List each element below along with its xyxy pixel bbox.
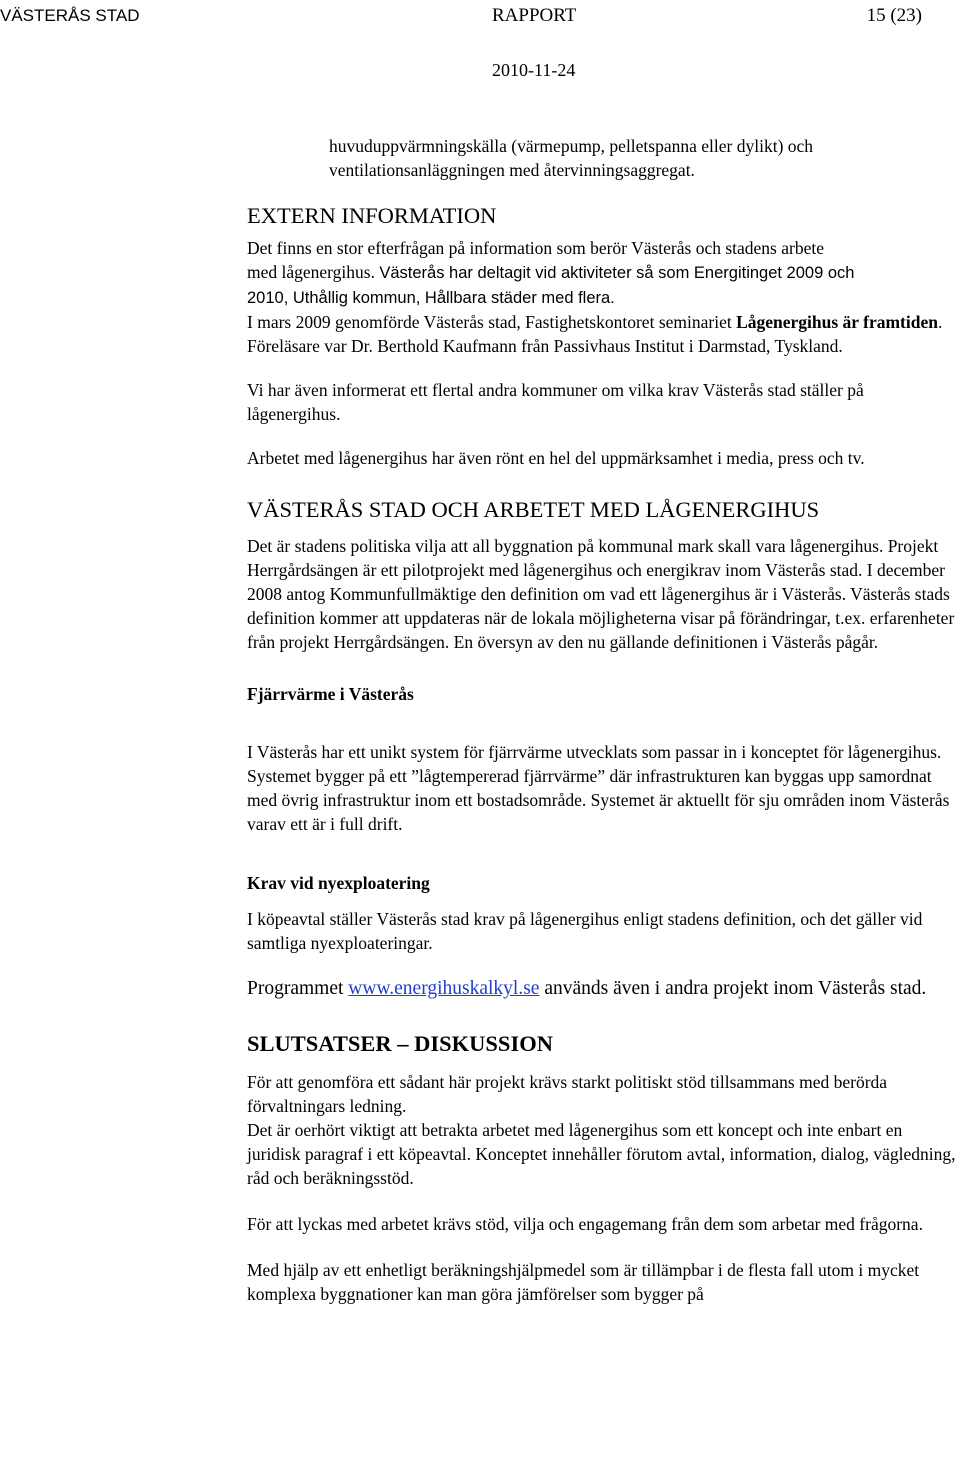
fjarrvarme-paragraph-1: I Västerås har ett unikt system för fjärrvärme utvecklats som passar in i konceptet för lågenergihus. Systemet bygger på ett ”lågtempererad fjärrvärme” där infrastrukturen kan byggas upp samordnat med övrig infrastruktur inom ett bostadsområde. Systemet är aktuellt för sju områden inom Västerås varav ett är i full drift. [247, 742, 950, 834]
document-body [247, 134, 959, 1306]
stad-paragraph-1: Det är stadens politiska vilja att all byggnation på kommunal mark skall vara lågenergihus. Projekt Herrgårdsängen är ett pilotprojekt med lågenergihus och energikrav inom Västerås stad. I december 2008 antog Kommunfullmäktige den definition om vad ett lågenergihus är i Västerås. Västerås stads definition kommer att uppdateras när de lokala möjligheterna visar på förändringar, t.ex. erfarenheter från projekt Herrgårdsängen. En översyn av den nu gällande definitionen i Västerås pågår. [247, 536, 955, 652]
slutsatser-paragraph-1: För att genomföra ett sådant här projekt krävs starkt politiskt stöd tillsammans med berörda förvaltningars ledning. [247, 1072, 888, 1116]
krav-p2-text-a: Programmet [247, 978, 349, 999]
page-number: 15 (23) [866, 5, 922, 26]
extern-information-section [247, 236, 959, 470]
document-type: RAPPORT [492, 5, 577, 26]
extern-paragraph-3: Vi har även informerat ett flertal andra kommuner om vilka krav Västerås stad ställer på lågenergihus. [247, 380, 864, 424]
extern-p1-line-b: med lågenergihus. [247, 262, 380, 282]
slutsatser-paragraph-2: Det är oerhört viktigt att betrakta arbetet med lågenergihus som ett koncept och inte enbart en juridisk paragraf i ett köpeavtal. Konceptet innehåller förutom avtal, information, dialog, vägledning, råd och beräkningsstöd. [247, 1120, 956, 1188]
page-header [0, 4, 960, 28]
extern-paragraph-2 [247, 310, 959, 358]
stad-lagenergihus-heading: VÄSTERÅS STAD OCH ARBETET MED LÅGENERGIHUS [247, 497, 820, 522]
seminar-title: Lågenergihus är framtiden [736, 312, 938, 332]
fjarrvarme-heading: Fjärrvärme i Västerås [247, 684, 414, 704]
organization-name: VÄSTERÅS STAD [0, 6, 140, 25]
extern-information-heading: EXTERN INFORMATION [247, 203, 497, 228]
slutsatser-paragraph-3: För att lyckas med arbetet krävs stöd, vilja och engagemang från dem som arbetar med frågorna. [247, 1214, 923, 1234]
krav-heading: Krav vid nyexploatering [247, 873, 430, 893]
slutsatser-heading: SLUTSATSER – DISKUSSION [247, 1031, 553, 1056]
krav-p2-text-b: används även i andra projekt inom Västerås stad. [539, 978, 927, 999]
extern-p1-line-d: 2010, Uthållig kommun, Hållbara städer med flera. [247, 289, 615, 307]
extern-p2-text-a: I mars 2009 genomförde Västerås stad, Fastighetskontoret seminariet [247, 312, 737, 332]
intro-continuation [329, 134, 959, 182]
slutsatser-paragraph-4: Med hjälp av ett enhetligt beräkningshjälpmedel som är tillämpbar i de flesta fall utom i mycket komplexa byggnationer kan man göra jämförelser som bygger på [247, 1260, 920, 1304]
krav-paragraph-2 [247, 976, 959, 1002]
document-date: 2010-11-24 [492, 60, 576, 80]
intro-line-1: huvuduppvärmningskälla (värmepump, pelletspanna eller dylikt) och [329, 136, 814, 156]
krav-paragraph-1: I köpeavtal ställer Västerås stad krav på lågenergihus enligt stadens definition, och det gäller vid samtliga nyexploateringar. [247, 909, 923, 953]
extern-p2-text-b: . Föreläsare var Dr. Berthold Kaufmann från Passivhaus Institut i Darmstad, Tyskland. [247, 312, 943, 356]
energihuskalkyl-link[interactable]: www.energihuskalkyl.se [348, 978, 540, 999]
extern-p1-line-a: Det finns en stor efterfrågan på information som berör Västerås och stadens arbete [247, 238, 824, 258]
intro-line-2: ventilationsanläggningen med återvinningsaggregat. [329, 160, 695, 180]
extern-p1-line-c: Västerås har deltagit vid aktiviteter så som Energitinget 2009 och [379, 264, 855, 282]
extern-paragraph-4: Arbetet med lågenergihus har även rönt en hel del uppmärksamhet i media, press och tv. [247, 448, 865, 468]
extern-paragraph-1 [247, 236, 959, 310]
